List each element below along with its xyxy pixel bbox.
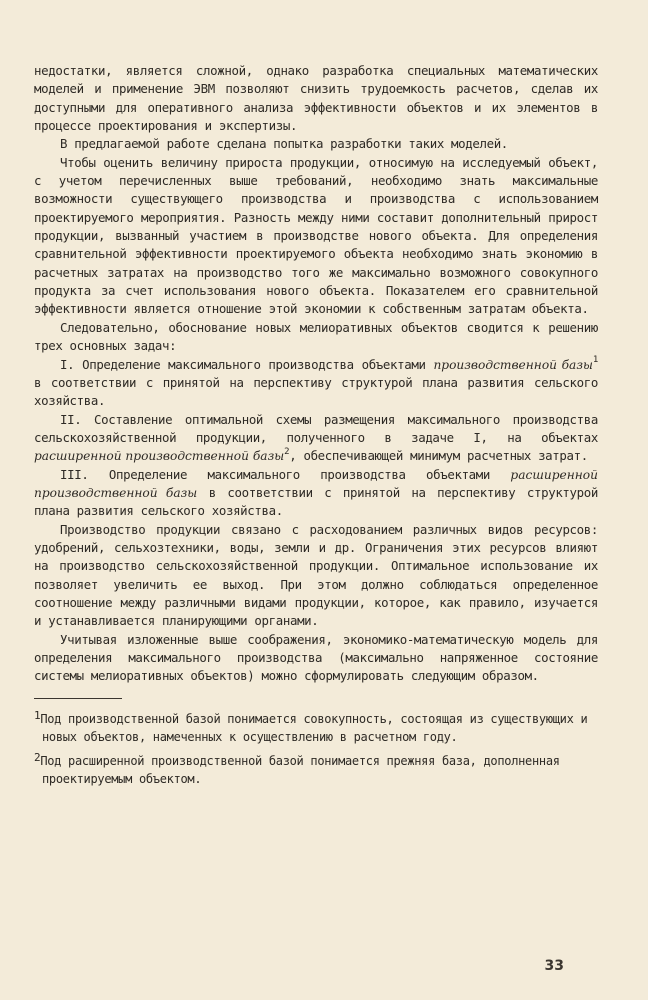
paragraph-2: В предлагаемой работе сделана попытка разработки таких моделей.	[60, 136, 508, 152]
page-number: 33	[544, 958, 564, 974]
task-2-text-b: на объектах	[507, 429, 598, 445]
footnote-1	[34, 707, 598, 747]
paragraph-4: Следовательно, обоснование новых мелиоративных объектов сводится к решению трех основных задач:	[34, 319, 598, 354]
task-3-handwritten-term: расширенной производственной базы	[34, 467, 598, 500]
task-2	[34, 411, 598, 466]
main-text	[34, 62, 598, 686]
task-1-number: I.	[60, 356, 75, 372]
task-2-text-c: , обеспечивающей минимум расчетных затрат.	[289, 448, 588, 464]
footnote-divider	[34, 698, 122, 699]
footnote-ref-1: 1	[592, 355, 598, 366]
footnote-2-number: 2	[34, 750, 41, 764]
paragraph-6: Учитывая изложенные выше соображения, экономико-математическую модель для определения максимального производства (максимально напряженное состояние системы мелиоративных объектов) можно сформулировать следующим образом.	[34, 631, 598, 684]
task-3-text-b: в соответствии с принятой на перспективу структурой плана развития сельского хозяйства.	[34, 484, 598, 519]
task-3	[34, 466, 598, 521]
paragraph-1: недостатки, является сложной, однако разработка специальных математических моделей и применение ЭВМ позволяют снизить трудоемкость расчетов, сделав их доступными для оперативного анализа эффективности объектов и их элементов в процессе проектирования и экспертизы.	[34, 63, 598, 134]
paragraph-5: Производство продукции связано с расходованием различных видов ресурсов: удобрений, сельхозтехники, воды, земли и др. Ограничения этих ресурсов влияют на производство сельскохозяйственной продукции. Оптимальное использование их позволяет увеличить ее выход. При этом должно соблюдаться определенное соотношение между различными видами продукции, которое, как правило, изучается и устанавливается планирующими органами.	[34, 521, 598, 629]
footnote-1-number: 1	[34, 708, 41, 722]
task-1-handwritten-term: производственной базы	[433, 357, 593, 372]
footnotes	[34, 707, 598, 789]
paragraph-3: Чтобы оценить величину прироста продукции, относимую на исследуемый объект, с учетом перечисленных выше требований, необходимо знать максимальные возможности существующего производства и производства с использованием проектируемого мероприятия. Разность между ними составит дополнительный прирост продукции, вызванный участием в производстве нового объекта. Для определения сравнительной эффективности проектируемого объекта необходимо знать экономию в расчетных затратах на производство того же максимально возможного совокупного продукта за счет использования нового объекта. Показателем его сравнительной эффективности является отношение этой экономии к собственным затратам объекта.	[34, 154, 598, 317]
task-2-text-a: Составление оптимальной схемы размещения максимального производства сельскохозяйственной продукции, полученного в задаче	[34, 411, 598, 445]
footnote-2	[34, 749, 598, 789]
task-2-handwritten-term: расширенной производственной базы	[34, 449, 285, 464]
footnote-2-text: Под расширенной производственной базой понимается прежняя база, дополненная проектируемым объектом.	[40, 753, 560, 787]
task-2-number: II.	[60, 411, 82, 427]
task-1-text-b: в соответствии с принятой на перспективу структурой плана развития сельского хозяйства.	[34, 374, 598, 409]
footnote-1-text: Под производственной базой понимается совокупность, состоящая из существующих и новых объектов, намеченных к осуществлению в расчетном году.	[40, 711, 588, 745]
task-1	[34, 356, 598, 411]
task-2-ref: I,	[473, 429, 488, 445]
task-1-text-a: Определение максимального производства объектами	[82, 356, 426, 372]
task-3-number: III.	[60, 466, 89, 482]
footnote-ref-2: 2	[284, 447, 290, 458]
task-3-text-a: Определение максимального производства объектами	[108, 466, 491, 482]
